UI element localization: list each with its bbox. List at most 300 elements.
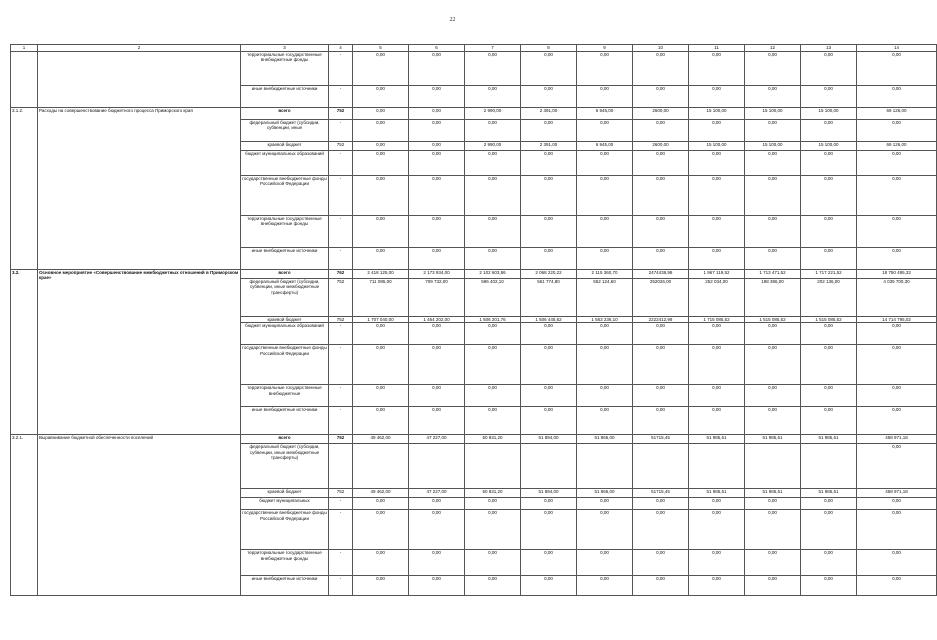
item-number-cell: 3.1.2. [11, 107, 38, 269]
value-cell-col-7: 2 102 603,86 [465, 269, 521, 278]
value-cell-col-10: 0,00 [633, 510, 689, 550]
code-cell: - [329, 407, 353, 435]
value-cell-col-8: 2 391,00 [521, 141, 577, 150]
value-cell-col-10: 0,00 [633, 576, 689, 596]
value-cell-col-12: 51 985,51 [745, 435, 801, 444]
value-cell-col-11: 15 100,00 [689, 107, 745, 119]
value-cell-col-11: 0,00 [689, 247, 745, 269]
value-cell-col-14: 0,00 [857, 119, 937, 141]
column-number-5: 5 [353, 45, 409, 52]
value-cell-col-12: 0,00 [745, 119, 801, 141]
column-number-4: 4 [329, 45, 353, 52]
column-number-3: 3 [241, 45, 329, 52]
value-cell-col-6: 0,00 [409, 150, 465, 175]
column-number-12: 12 [745, 45, 801, 52]
value-cell-col-7: 1 506 201,76 [465, 316, 521, 323]
item-name-cell: Выравнивание бюджетной обеспеченности поселений [38, 435, 241, 596]
value-cell-col-5: 0,00 [353, 385, 409, 407]
value-cell-col-8: 0,00 [521, 215, 577, 247]
value-cell-col-10: 51715,45 [633, 489, 689, 498]
value-cell-col-8: 0,00 [521, 576, 577, 596]
value-cell-col-11: 0,00 [689, 85, 745, 107]
value-cell-col-13: 51 985,51 [801, 489, 857, 498]
value-cell-col-14: 18 750 495,32 [857, 269, 937, 278]
value-cell-col-9: 0,00 [577, 576, 633, 596]
value-cell-col-9: 0,00 [577, 510, 633, 550]
funding-source-cell: иные внебюджетные источники [241, 247, 329, 269]
value-cell-col-12: 0,00 [745, 345, 801, 385]
value-cell-col-5: 0,00 [353, 215, 409, 247]
value-cell-col-12: 0,00 [745, 550, 801, 576]
value-cell-col-5: 0,00 [353, 175, 409, 215]
code-cell: - [329, 323, 353, 345]
value-cell-col-9: 0,00 [577, 150, 633, 175]
value-cell-col-5: 711 085,00 [353, 278, 409, 316]
value-cell-col-9 [577, 444, 633, 489]
value-cell-col-8: 51 894,00 [521, 489, 577, 498]
code-cell: - [329, 498, 353, 510]
value-cell-col-14: 0,00 [857, 385, 937, 407]
value-cell-col-6: 0,00 [409, 215, 465, 247]
value-cell-col-8: 0,00 [521, 119, 577, 141]
value-cell-col-7 [465, 444, 521, 489]
value-cell-col-14: 0,00 [857, 345, 937, 385]
value-cell-col-7: 0,00 [465, 345, 521, 385]
value-cell-col-11: 0,00 [689, 119, 745, 141]
item-number-cell: 3.2. [11, 269, 38, 435]
value-cell-col-5: 0,00 [353, 510, 409, 550]
value-cell-col-8: 0,00 [521, 498, 577, 510]
table-row [11, 269, 937, 278]
table-body [11, 45, 937, 596]
value-cell-col-13: 0,00 [801, 247, 857, 269]
value-cell-col-9: 0,00 [577, 550, 633, 576]
value-cell-col-9: 0,00 [577, 407, 633, 435]
header-row [11, 45, 937, 52]
value-cell-col-9: 6 945,00 [577, 107, 633, 119]
value-cell-col-9: 1 563 236,10 [577, 316, 633, 323]
value-cell-col-9: 6 945,00 [577, 141, 633, 150]
value-cell-col-10 [633, 444, 689, 489]
funding-source-cell: государственные внебюджетные фонды Российской Федерации [241, 345, 329, 385]
funding-source-cell: территориальные государственные внебюджетные фонды [241, 550, 329, 576]
value-cell-col-11: 1 967 119,52 [689, 269, 745, 278]
value-cell-col-12: 0,00 [745, 51, 801, 85]
value-cell-col-10: 2474438,98 [633, 269, 689, 278]
value-cell-col-10: 0,00 [633, 407, 689, 435]
value-cell-col-6: 47 227,00 [409, 489, 465, 498]
value-cell-col-8: 0,00 [521, 85, 577, 107]
value-cell-col-13: 1 717 221,52 [801, 269, 857, 278]
value-cell-col-13: 0,00 [801, 550, 857, 576]
value-cell-col-8: 0,00 [521, 510, 577, 550]
value-cell-col-8: 2 391,00 [521, 107, 577, 119]
value-cell-col-11: 0,00 [689, 576, 745, 596]
column-number-14: 14 [857, 45, 937, 52]
value-cell-col-8: 0,00 [521, 407, 577, 435]
value-cell-col-11: 0,00 [689, 150, 745, 175]
value-cell-col-10: 0,00 [633, 345, 689, 385]
table-row [11, 107, 937, 119]
funding-source-cell: федеральный бюджет (субсидии, субвенции, иные межбюджетные трансферты) [241, 278, 329, 316]
value-cell-col-6: 0,00 [409, 576, 465, 596]
value-cell-col-8: 0,00 [521, 150, 577, 175]
value-cell-col-6: 0,00 [409, 407, 465, 435]
code-cell: 752 [329, 107, 353, 119]
value-cell-col-5: 0,00 [353, 51, 409, 85]
value-cell-col-5: 0,00 [353, 85, 409, 107]
value-cell-col-14: 0,00 [857, 407, 937, 435]
value-cell-col-6: 709 732,00 [409, 278, 465, 316]
value-cell-col-12: 1 713 471,52 [745, 269, 801, 278]
value-cell-col-8: 0,00 [521, 175, 577, 215]
value-cell-col-11: 15 100,00 [689, 141, 745, 150]
value-cell-col-5: 0,00 [353, 119, 409, 141]
item-name-cell: Расходы на совершенствование бюджетного процесса Приморского края [38, 107, 241, 269]
value-cell-col-10: 0,00 [633, 175, 689, 215]
value-cell-col-5: 0,00 [353, 141, 409, 150]
column-number-1: 1 [11, 45, 38, 52]
value-cell-col-6: 0,00 [409, 498, 465, 510]
value-cell-col-8: 0,00 [521, 51, 577, 85]
code-cell: - [329, 510, 353, 550]
value-cell-col-11: 0,00 [689, 345, 745, 385]
value-cell-col-10: 0,00 [633, 498, 689, 510]
value-cell-col-7: 0,00 [465, 85, 521, 107]
code-cell: - [329, 150, 353, 175]
value-cell-col-10: 0,00 [633, 51, 689, 85]
funding-source-cell: федеральный бюджет (субсидии, субвенции, иные межбюджетные трансферты) [241, 444, 329, 489]
code-cell: - [329, 175, 353, 215]
value-cell-col-13: 1 515 085,52 [801, 316, 857, 323]
funding-source-cell: бюджет муниципальных [241, 498, 329, 510]
value-cell-col-14: 0,00 [857, 444, 937, 489]
funding-source-cell: территориальные государственные внебюджетные фонды [241, 51, 329, 85]
value-cell-col-5: 0,00 [353, 576, 409, 596]
value-cell-col-10: 252026,00 [633, 278, 689, 316]
code-cell: 762 [329, 269, 353, 278]
funding-source-cell: территориальные государственные внебюджетные фонды [241, 215, 329, 247]
value-cell-col-6: 1 464 202,00 [409, 316, 465, 323]
value-cell-col-5: 0,00 [353, 247, 409, 269]
value-cell-col-12: 0,00 [745, 576, 801, 596]
funding-source-cell: всего [241, 435, 329, 444]
value-cell-col-11: 0,00 [689, 215, 745, 247]
value-cell-col-10: 2600,00 [633, 107, 689, 119]
value-cell-col-13: 0,00 [801, 385, 857, 407]
value-cell-col-9: 0,00 [577, 51, 633, 85]
value-cell-col-13: 15 100,00 [801, 107, 857, 119]
value-cell-col-5: 0,00 [353, 550, 409, 576]
value-cell-col-8: 0,00 [521, 323, 577, 345]
funding-source-cell: краевой бюджет [241, 489, 329, 498]
value-cell-col-12: 15 100,00 [745, 107, 801, 119]
value-cell-col-5: 0,00 [353, 498, 409, 510]
code-cell: - [329, 119, 353, 141]
value-cell-col-13: 0,00 [801, 85, 857, 107]
code-cell: - [329, 345, 353, 385]
funding-source-cell: государственные внебюджетные фонды Российской Федерации [241, 175, 329, 215]
funding-source-cell: иные внебюджетные источники [241, 407, 329, 435]
funding-source-cell: бюджет муниципальных образований [241, 150, 329, 175]
value-cell-col-6: 0,00 [409, 385, 465, 407]
value-cell-col-6: 0,00 [409, 323, 465, 345]
value-cell-col-14: 69 126,00 [857, 141, 937, 150]
value-cell-col-8: 0,00 [521, 247, 577, 269]
table-row [11, 435, 937, 444]
value-cell-col-7: 0,00 [465, 498, 521, 510]
value-cell-col-5: 0,00 [353, 345, 409, 385]
funding-source-cell: иные внебюджетные источники [241, 85, 329, 107]
value-cell-col-11: 51 985,51 [689, 435, 745, 444]
value-cell-col-10: 0,00 [633, 119, 689, 141]
value-cell-col-12: 0,00 [745, 323, 801, 345]
funding-source-cell: территориальные государственные внебюджетные [241, 385, 329, 407]
value-cell-col-7: 596 402,10 [465, 278, 521, 316]
code-cell: - [329, 51, 353, 85]
value-cell-col-14: 0,00 [857, 323, 937, 345]
value-cell-col-14: 0,00 [857, 51, 937, 85]
value-cell-col-13: 0,00 [801, 510, 857, 550]
value-cell-col-10: 2600,00 [633, 141, 689, 150]
code-cell: 752 [329, 435, 353, 444]
value-cell-col-7: 0,00 [465, 576, 521, 596]
code-cell: 752 [329, 141, 353, 150]
value-cell-col-9: 0,00 [577, 85, 633, 107]
value-cell-col-13: 51 985,51 [801, 435, 857, 444]
value-cell-col-14: 0,00 [857, 247, 937, 269]
funding-source-cell: всего [241, 269, 329, 278]
value-cell-col-11: 1 715 085,52 [689, 316, 745, 323]
value-cell-col-7: 0,00 [465, 510, 521, 550]
value-cell-col-14: 0,00 [857, 215, 937, 247]
code-cell: 752 [329, 316, 353, 323]
value-cell-col-5: 2 418 125,00 [353, 269, 409, 278]
value-cell-col-8: 0,00 [521, 550, 577, 576]
item-number-cell [11, 51, 38, 107]
code-cell: - [329, 550, 353, 576]
value-cell-col-9: 0,00 [577, 385, 633, 407]
value-cell-col-7: 0,00 [465, 385, 521, 407]
value-cell-col-6: 0,00 [409, 510, 465, 550]
value-cell-col-9: 51 865,00 [577, 435, 633, 444]
value-cell-col-9: 0,00 [577, 247, 633, 269]
value-cell-col-11: 0,00 [689, 498, 745, 510]
value-cell-col-12: 0,00 [745, 85, 801, 107]
value-cell-col-11: 252 034,00 [689, 278, 745, 316]
value-cell-col-10: 0,00 [633, 247, 689, 269]
value-cell-col-9: 0,00 [577, 215, 633, 247]
column-number-7: 7 [465, 45, 521, 52]
value-cell-col-6 [409, 444, 465, 489]
value-cell-col-6: 0,00 [409, 85, 465, 107]
column-number-11: 11 [689, 45, 745, 52]
value-cell-col-6: 0,00 [409, 51, 465, 85]
value-cell-col-10: 2222412,98 [633, 316, 689, 323]
value-cell-col-10: 0,00 [633, 215, 689, 247]
value-cell-col-11 [689, 444, 745, 489]
value-cell-col-6: 0,00 [409, 141, 465, 150]
funding-source-cell: государственные внебюджетные фонды Российской Федерации [241, 510, 329, 550]
value-cell-col-12: 0,00 [745, 385, 801, 407]
value-cell-col-11: 0,00 [689, 510, 745, 550]
value-cell-col-13: 202 136,00 [801, 278, 857, 316]
value-cell-col-11: 0,00 [689, 175, 745, 215]
value-cell-col-12: 0,00 [745, 247, 801, 269]
value-cell-col-10: 0,00 [633, 323, 689, 345]
value-cell-col-6: 47 227,00 [409, 435, 465, 444]
value-cell-col-11: 0,00 [689, 550, 745, 576]
value-cell-col-5 [353, 444, 409, 489]
value-cell-col-13: 15 100,00 [801, 141, 857, 150]
value-cell-col-14: 14 714 795,02 [857, 316, 937, 323]
value-cell-col-10: 51715,45 [633, 435, 689, 444]
value-cell-col-14: 69 126,00 [857, 107, 937, 119]
value-cell-col-12: 1 515 085,52 [745, 316, 801, 323]
value-cell-col-6: 0,00 [409, 107, 465, 119]
value-cell-col-8: 2 068 220,22 [521, 269, 577, 278]
value-cell-col-6: 0,00 [409, 550, 465, 576]
value-cell-col-13: 0,00 [801, 119, 857, 141]
value-cell-col-8: 0,00 [521, 385, 577, 407]
value-cell-col-8: 0,00 [521, 345, 577, 385]
value-cell-col-14: 0,00 [857, 576, 937, 596]
value-cell-col-14: 4 035 700,30 [857, 278, 937, 316]
value-cell-col-9: 51 865,00 [577, 489, 633, 498]
value-cell-col-5: 49 462,00 [353, 489, 409, 498]
value-cell-col-13: 0,00 [801, 215, 857, 247]
funding-source-cell: краевой бюджет [241, 141, 329, 150]
value-cell-col-5: 0,00 [353, 407, 409, 435]
value-cell-col-12: 0,00 [745, 175, 801, 215]
value-cell-col-7: 2 990,00 [465, 141, 521, 150]
value-cell-col-13 [801, 444, 857, 489]
funding-source-cell: бюджет муниципальных образований [241, 323, 329, 345]
code-cell: 752 [329, 278, 353, 316]
column-number-13: 13 [801, 45, 857, 52]
value-cell-col-6: 0,00 [409, 175, 465, 215]
value-cell-col-10: 0,00 [633, 385, 689, 407]
code-cell: 752 [329, 489, 353, 498]
value-cell-col-13: 0,00 [801, 51, 857, 85]
table-row [11, 51, 937, 85]
value-cell-col-14: 0,00 [857, 85, 937, 107]
page-number: 22 [449, 17, 456, 23]
value-cell-col-11: 0,00 [689, 51, 745, 85]
value-cell-col-12: 0,00 [745, 407, 801, 435]
value-cell-col-14: 0,00 [857, 550, 937, 576]
value-cell-col-10: 0,00 [633, 150, 689, 175]
value-cell-col-14: 0,00 [857, 175, 937, 215]
value-cell-col-7: 0,00 [465, 51, 521, 85]
value-cell-col-8: 51 894,00 [521, 435, 577, 444]
value-cell-col-7: 0,00 [465, 550, 521, 576]
value-cell-col-5: 0,00 [353, 323, 409, 345]
value-cell-col-13: 0,00 [801, 150, 857, 175]
value-cell-col-11: 0,00 [689, 407, 745, 435]
value-cell-col-9: 0,00 [577, 345, 633, 385]
value-cell-col-8: 1 506 445,62 [521, 316, 577, 323]
value-cell-col-8 [521, 444, 577, 489]
value-cell-col-7: 0,00 [465, 407, 521, 435]
item-number-cell: 3.2.1. [11, 435, 38, 596]
value-cell-col-5: 1 707 040,00 [353, 316, 409, 323]
code-cell: - [329, 247, 353, 269]
value-cell-col-13: 0,00 [801, 576, 857, 596]
value-cell-col-13: 0,00 [801, 407, 857, 435]
value-cell-col-12 [745, 444, 801, 489]
funding-source-cell: федеральный бюджет (субсидии, субвенции, иные [241, 119, 329, 141]
value-cell-col-9: 552 124,60 [577, 278, 633, 316]
code-cell: - [329, 85, 353, 107]
code-cell: - [329, 385, 353, 407]
value-cell-col-12: 51 985,51 [745, 489, 801, 498]
value-cell-col-11: 0,00 [689, 385, 745, 407]
value-cell-col-9: 0,00 [577, 323, 633, 345]
funding-source-cell: краевой бюджет [241, 316, 329, 323]
value-cell-col-13: 0,00 [801, 498, 857, 510]
funding-source-cell: иные внебюджетные источники [241, 576, 329, 596]
value-cell-col-10: 0,00 [633, 550, 689, 576]
value-cell-col-10: 0,00 [633, 85, 689, 107]
value-cell-col-14: 458 971,18 [857, 489, 937, 498]
value-cell-col-6: 0,00 [409, 345, 465, 385]
funding-source-cell: всего [241, 107, 329, 119]
value-cell-col-13: 0,00 [801, 323, 857, 345]
code-cell: - [329, 576, 353, 596]
value-cell-col-11: 51 985,51 [689, 489, 745, 498]
value-cell-col-14: 0,00 [857, 510, 937, 550]
column-number-6: 6 [409, 45, 465, 52]
value-cell-col-9: 0,00 [577, 119, 633, 141]
value-cell-col-6: 0,00 [409, 247, 465, 269]
value-cell-col-13: 0,00 [801, 345, 857, 385]
value-cell-col-7: 0,00 [465, 175, 521, 215]
value-cell-col-14: 0,00 [857, 150, 937, 175]
value-cell-col-12: 0,00 [745, 510, 801, 550]
value-cell-col-7: 2 990,00 [465, 107, 521, 119]
column-number-2: 2 [38, 45, 241, 52]
value-cell-col-6: 2 173 934,00 [409, 269, 465, 278]
value-cell-col-8: 561 774,80 [521, 278, 577, 316]
value-cell-col-7: 50 831,20 [465, 489, 521, 498]
item-name-cell: Основное мероприятие «Совершенствование межбюджетных отношений в Приморском крае» [38, 269, 241, 435]
value-cell-col-9: 0,00 [577, 175, 633, 215]
value-cell-col-14: 458 971,18 [857, 435, 937, 444]
value-cell-col-6: 0,00 [409, 119, 465, 141]
code-cell: - [329, 215, 353, 247]
value-cell-col-12: 198 386,00 [745, 278, 801, 316]
value-cell-col-5: 49 462,00 [353, 435, 409, 444]
value-cell-col-5: 0,00 [353, 150, 409, 175]
value-cell-col-5: 0,00 [353, 107, 409, 119]
column-number-10: 10 [633, 45, 689, 52]
value-cell-col-7: 0,00 [465, 119, 521, 141]
value-cell-col-12: 0,00 [745, 150, 801, 175]
value-cell-col-7: 50 831,20 [465, 435, 521, 444]
value-cell-col-12: 0,00 [745, 498, 801, 510]
value-cell-col-11: 0,00 [689, 323, 745, 345]
budget-table [10, 44, 937, 596]
value-cell-col-14: 0,00 [857, 498, 937, 510]
code-cell [329, 444, 353, 489]
column-number-9: 9 [577, 45, 633, 52]
value-cell-col-7: 0,00 [465, 323, 521, 345]
column-number-8: 8 [521, 45, 577, 52]
value-cell-col-9: 0,00 [577, 498, 633, 510]
value-cell-col-12: 15 100,00 [745, 141, 801, 150]
value-cell-col-13: 0,00 [801, 175, 857, 215]
